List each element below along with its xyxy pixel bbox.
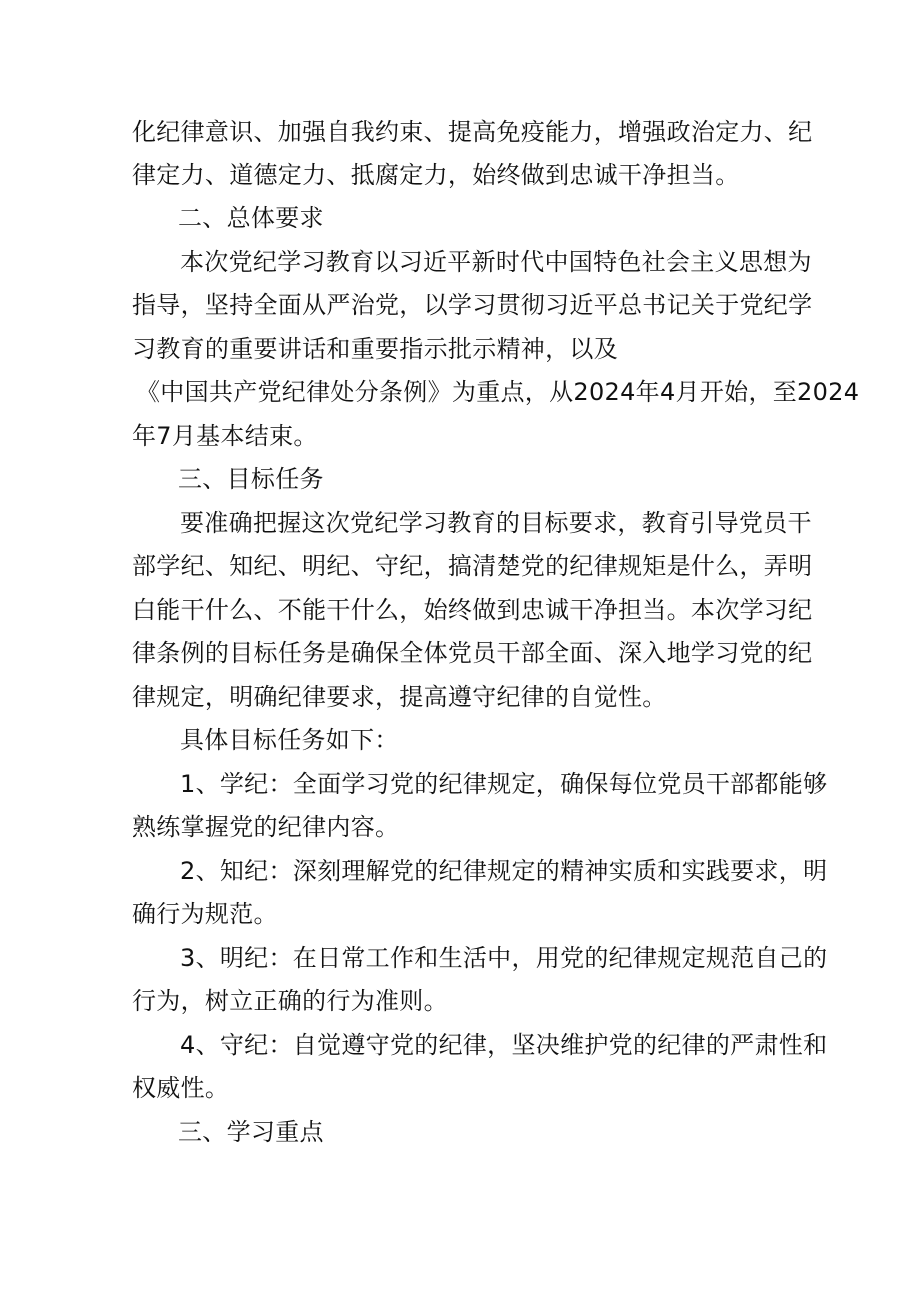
list-item-line: 1、学纪：全面学习党的纪律规定，确保每位党员干部都能够 [180,770,828,798]
list-item-line: 行为，树立正确的行为准则。 [132,987,448,1015]
list-item-line: 4、守纪：自觉遵守党的纪律，坚决维护党的纪律的严肃性和 [180,1031,828,1059]
paragraph-line: 律条例的目标任务是确保全体党员干部全面、深入地学习党的纪 [132,639,813,667]
paragraph-line: 白能干什么、不能干什么，始终做到忠诚干净担当。本次学习纪 [132,596,813,624]
paragraph-line: 《中国共产党纪律处分条例》为重点，从2024年4月开始，至2024 [136,378,860,406]
list-item-line: 确行为规范。 [132,900,278,928]
paragraph-line: 化纪律意识、加强自我约束、提高免疫能力，增强政治定力、纪 [132,118,813,146]
section-heading-study-focus: 三、学习重点 [178,1118,324,1146]
list-item-line: 3、明纪：在日常工作和生活中，用党的纪律规定规范自己的 [180,944,828,972]
paragraph-line: 律定力、道德定力、抵腐定力，始终做到忠诚干净担当。 [132,161,740,189]
section-heading-overall-requirements: 二、总体要求 [178,204,324,232]
paragraph-line: 部学纪、知纪、明纪、守纪，搞清楚党的纪律规矩是什么，弄明 [132,552,813,580]
list-item-line: 权威性。 [132,1074,230,1102]
paragraph-line: 律规定，明确纪律要求，提高遵守纪律的自觉性。 [132,683,667,711]
list-item-line: 2、知纪：深刻理解党的纪律规定的精神实质和实践要求，明 [180,857,828,885]
paragraph-line: 要准确把握这次党纪学习教育的目标要求，教育引导党员干 [180,509,812,537]
paragraph-line: 指导，坚持全面从严治党，以学习贯彻习近平总书记关于党纪学 [132,291,813,319]
paragraph-line: 年7月基本结束。 [132,422,318,450]
paragraph-line: 本次党纪学习教育以习近平新时代中国特色社会主义思想为 [180,248,812,276]
paragraph-line: 具体目标任务如下： [180,726,399,754]
paragraph-line: 习教育的重要讲话和重要指示批示精神，以及 [132,335,618,363]
list-item-line: 熟练掌握党的纪律内容。 [132,813,400,841]
section-heading-goals-tasks: 三、目标任务 [178,465,324,493]
